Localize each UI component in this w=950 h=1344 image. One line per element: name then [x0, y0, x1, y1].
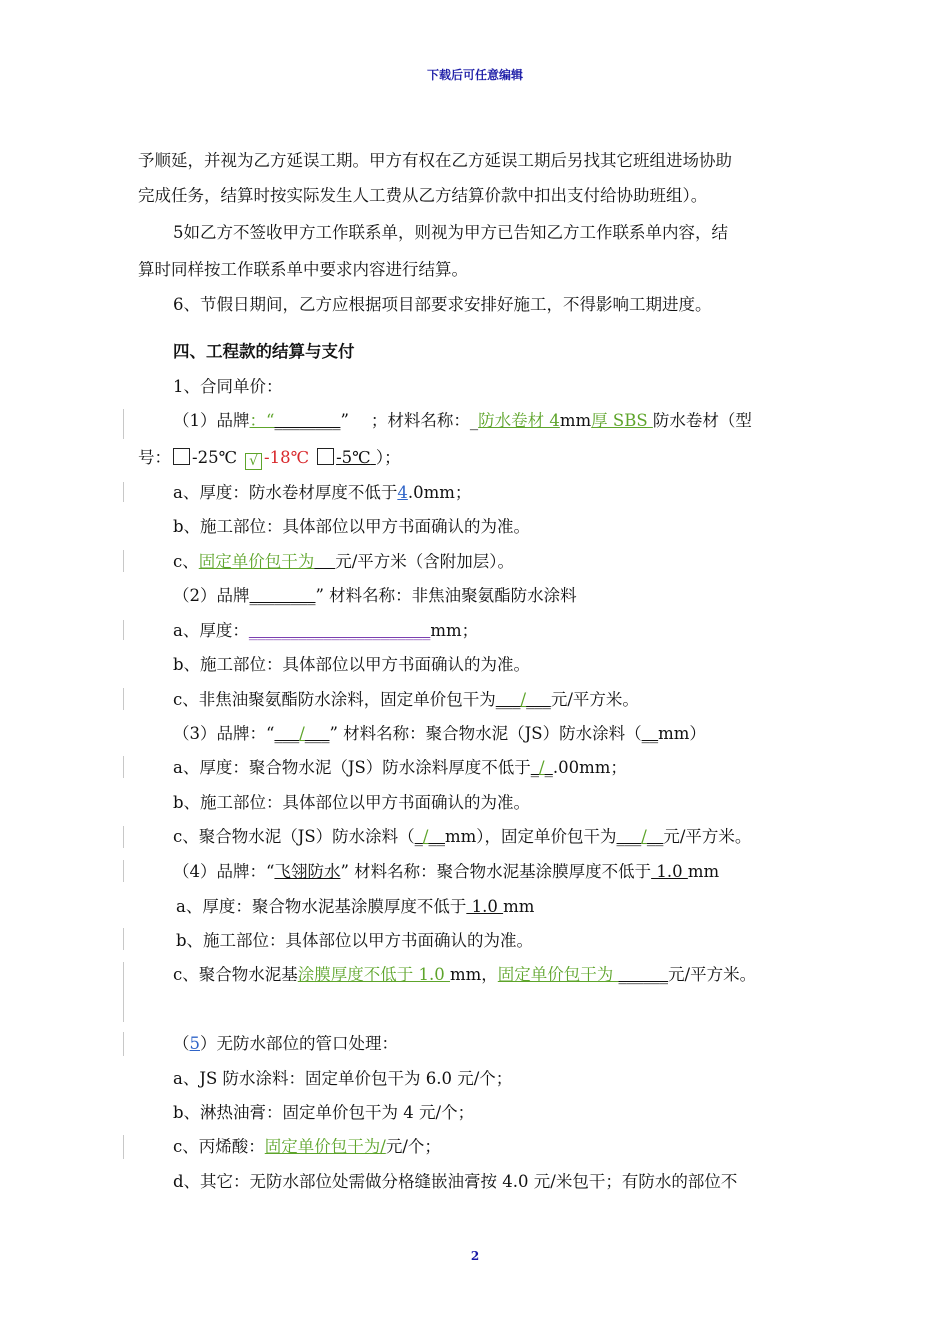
- thickness-value: 1.0: [651, 862, 688, 881]
- revision-mark: [123, 756, 124, 778]
- item3-brand-line: [173, 723, 706, 745]
- blank: ______: [618, 965, 669, 984]
- revision-mark: [123, 928, 124, 950]
- paragraph-line: 予顺延，并视为乙方延误工期。甲方有权在乙方延误工期后另找其它班组进场协助: [138, 151, 732, 170]
- revision-mark: [123, 1135, 124, 1159]
- text: a、厚度：聚合物水泥（JS）防水涂料厚度不低于: [173, 758, 531, 777]
- text: .00mm；: [552, 758, 627, 777]
- item4-price: [173, 964, 756, 986]
- subsection-title: 1、合同单价：: [173, 377, 283, 396]
- slash: /: [299, 724, 305, 743]
- text: c、非焦油聚氨酯防水涂料，固定单价包干为: [173, 690, 496, 709]
- paragraph-line: 5如乙方不签收甲方工作联系单，则视为甲方已告知乙方工作联系单内容，结: [173, 223, 728, 242]
- item5-b: b、淋热油膏：固定单价包干为 4 元/个；: [173, 1103, 475, 1122]
- text: c、: [173, 552, 199, 571]
- revision-mark: [123, 688, 124, 710]
- text: 元/平方米（含附加层）。: [335, 552, 515, 571]
- text: ）无防水部位的管口处理：: [200, 1034, 398, 1053]
- thickness-value: 1.0: [466, 897, 504, 916]
- item5-c: [173, 1136, 441, 1158]
- revision-mark: [123, 482, 124, 502]
- text: a、厚度：聚合物水泥基涂膜厚度不低于: [176, 897, 467, 916]
- brand-value: 飞翎防水: [274, 862, 341, 881]
- text: mm，: [449, 965, 498, 984]
- text: _: [469, 411, 479, 430]
- checkbox-minus25: [173, 448, 190, 465]
- text: ）；: [375, 448, 401, 467]
- item4-site: b、施工部位：具体部位以甲方书面确认的为准。: [176, 931, 534, 950]
- item2-price: [173, 689, 639, 711]
- blank: ___: [304, 724, 330, 743]
- text: c、聚合物水泥基: [173, 965, 298, 984]
- revision-mark: [123, 409, 124, 439]
- text: 元/平方米。: [663, 827, 752, 846]
- item3-site: b、施工部位：具体部位以甲方书面确认的为准。: [173, 793, 531, 812]
- text: ：“: [249, 411, 275, 430]
- text: -5℃: [336, 448, 371, 467]
- text: c、聚合物水泥（JS）防水涂料（: [173, 827, 415, 846]
- price-text: 固定单价包干为: [198, 552, 315, 571]
- item5-a: a、JS 防水涂料：固定单价包干为 6.0 元/个；: [173, 1069, 513, 1088]
- revision-mark: [123, 860, 124, 882]
- page-header: 下载后可任意编辑: [426, 68, 523, 82]
- text: （4）品牌：“: [173, 862, 275, 881]
- text: ” 材料名称：聚合物水泥（JS）防水涂料（: [329, 724, 642, 743]
- revision-mark: [123, 826, 124, 848]
- text: ” 材料名称：聚合物水泥基涂膜厚度不低于: [340, 862, 652, 881]
- text: -25℃: [192, 448, 238, 467]
- revision-mark: [123, 962, 124, 1022]
- price-text: 固定单价包干为: [497, 965, 619, 984]
- blank: ___: [526, 690, 551, 709]
- blank: ___: [495, 690, 521, 709]
- item4-thickness: [176, 896, 534, 918]
- item1-site: b、施工部位：具体部位以甲方书面确认的为准。: [173, 517, 531, 536]
- slash: /: [422, 827, 429, 846]
- checkbox-minus18-checked: √: [245, 453, 262, 470]
- item2-site: b、施工部位：具体部位以甲方书面确认的为准。: [173, 655, 531, 674]
- item2-brand-line: [173, 585, 577, 607]
- price-text: 涂膜厚度不低于 1.0: [297, 965, 450, 984]
- text: mm），固定单价包干为: [444, 827, 617, 846]
- text: （: [173, 1034, 190, 1053]
- section-heading: 四、工程款的结算与支付: [173, 342, 355, 361]
- item4-brand-line: [173, 861, 719, 883]
- slash: /: [520, 690, 527, 709]
- item5-d: d、其它：无防水部位处需做分格缝嵌油膏按 4.0 元/米包干；有防水的部位不: [173, 1172, 738, 1191]
- blank: ______________________: [248, 621, 431, 640]
- thickness-value: 4: [397, 483, 408, 502]
- blank: __: [428, 827, 445, 846]
- item5-title: [173, 1033, 398, 1055]
- blank: ___: [274, 724, 300, 743]
- page-number: 2: [470, 1249, 480, 1263]
- text: 号：: [138, 448, 171, 467]
- blank: _: [544, 758, 553, 777]
- material-value: 防水卷材 4: [478, 411, 560, 430]
- text: mm）: [658, 724, 706, 743]
- text: mm: [687, 862, 720, 881]
- item1-price: [173, 551, 514, 573]
- blank: __: [641, 724, 659, 743]
- revision-mark: [123, 1032, 124, 1056]
- text: 防水卷材（型: [652, 411, 752, 430]
- blank: _: [530, 758, 540, 777]
- text: c、丙烯酸：: [173, 1137, 265, 1156]
- revision-mark: [123, 620, 124, 640]
- price-text: 固定单价包干为/: [264, 1137, 386, 1156]
- selected-model: -18℃: [264, 448, 310, 467]
- blank: __: [646, 827, 664, 846]
- text: mm: [503, 897, 535, 916]
- item3-thickness: [173, 757, 627, 779]
- paragraph-line: 算时同样按工作联系单中要求内容进行结算。: [138, 260, 468, 279]
- slash: /: [539, 758, 545, 777]
- blank: ________: [274, 411, 341, 430]
- text: a、厚度：防水卷材厚度不低于: [173, 483, 398, 502]
- blank: ___: [616, 827, 642, 846]
- text: ” 材料名称：非焦油聚氨酯防水涂料: [315, 586, 577, 605]
- blank: [314, 552, 335, 571]
- item3-price: [173, 826, 751, 848]
- item1-thickness: [173, 482, 471, 504]
- text: （1）品牌: [173, 411, 250, 430]
- text: 元/个；: [385, 1137, 441, 1156]
- blank: _: [414, 827, 423, 846]
- text: ”: [340, 411, 349, 430]
- text: .0mm；: [407, 483, 472, 502]
- text: 元/平方米。: [550, 690, 639, 709]
- item2-thickness: [173, 620, 478, 642]
- material-value: 厚 SBS: [591, 411, 653, 430]
- text: 元/平方米。: [668, 965, 757, 984]
- blank: ________: [249, 586, 316, 605]
- paragraph-line: 6、节假日期间，乙方应根据项目部要求安排好施工，不得影响工期进度。: [173, 295, 712, 314]
- text: ；材料名称：: [370, 411, 470, 430]
- paragraph-line: 完成任务，结算时按实际发生人工费从乙方结算价款中扣出支付给协助班组）。: [138, 186, 708, 205]
- slash: /: [641, 827, 647, 846]
- text: a、厚度：: [173, 621, 249, 640]
- text: （3）品牌：“: [173, 724, 275, 743]
- item1-brand-line: [173, 410, 752, 432]
- checkbox-minus5: [317, 448, 334, 465]
- item-number: 5: [189, 1034, 200, 1053]
- revision-mark: [123, 550, 124, 572]
- text: （2）品牌: [173, 586, 250, 605]
- item1-model-line: [138, 447, 401, 470]
- text: mm；: [430, 621, 479, 640]
- text: mm: [559, 411, 592, 430]
